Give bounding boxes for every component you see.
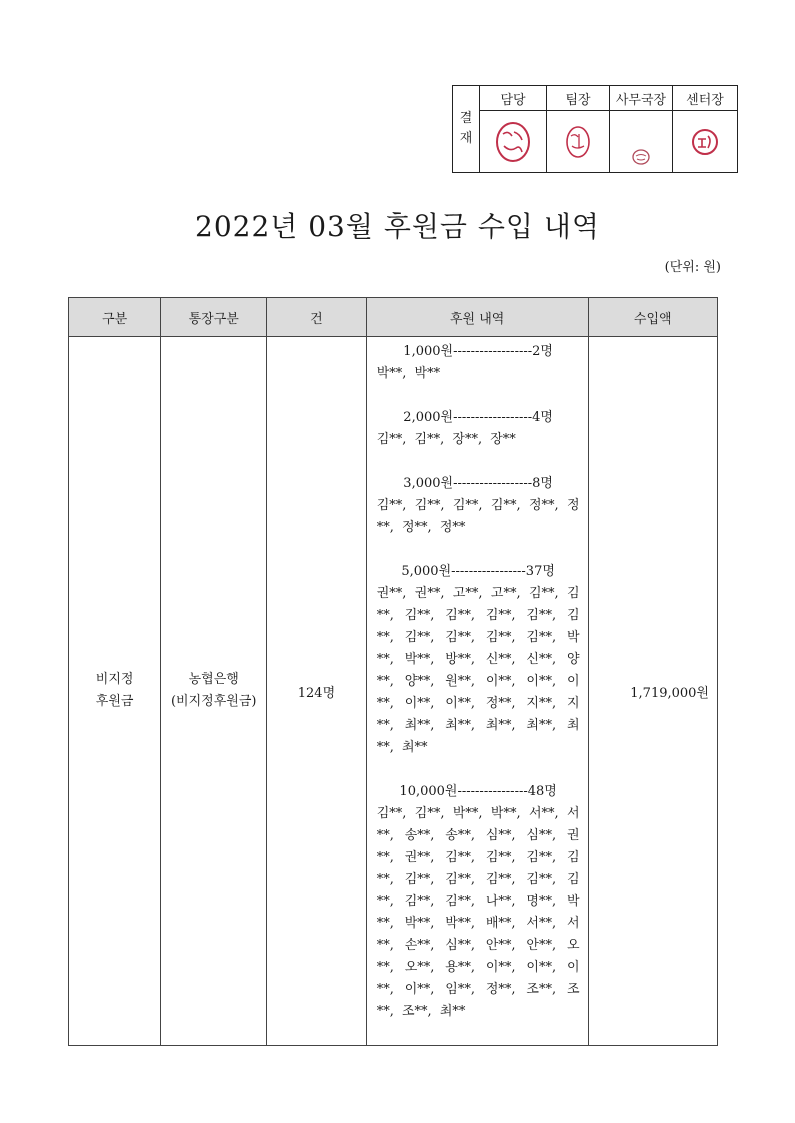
approval-header-secretary-general: 사무국장 xyxy=(610,86,673,111)
seal-stamp-center-director xyxy=(690,127,720,157)
unit-label: (단위: 원) xyxy=(664,260,721,275)
donation-group-2000 xyxy=(377,407,580,451)
donation-table xyxy=(68,297,718,1046)
page-title: 2022년 03월 후원금 수입 내역 xyxy=(195,210,600,243)
approval-side-text: 결 재 xyxy=(459,111,473,146)
approval-seal-cell-center-director xyxy=(673,111,738,173)
cell-amount: 1,719,000원 xyxy=(588,337,717,1046)
approval-side-label xyxy=(453,86,480,173)
approval-seal-cell-secretary-general xyxy=(610,111,673,173)
group-names: 김**, 김**, 장**, 장** xyxy=(376,432,516,447)
header-amount: 수입액 xyxy=(588,298,717,337)
seal-stamp-team-lead xyxy=(564,124,592,160)
seal-stamp-secretary-general xyxy=(631,148,651,166)
group-head: 1,000원------------------2명 xyxy=(403,344,553,359)
category-text: 비지정 후원금 xyxy=(95,672,134,709)
group-head: 10,000원----------------48명 xyxy=(399,784,557,799)
group-names: 김**, 김**, 김**, 김**, 정**, 정**, 정**, 정** xyxy=(376,498,580,535)
group-names: 김**, 김**, 박**, 박**, 서**, 서**, 송**, 송**, 심**, 심**, 권**, 권**, 김**, 김**, 김**, 김**, 김**, 김**, 김**, 김**, 김**, 김**, 김**, 나**, 명**, 박**, 박**, 박**, 배**, 서**, 서**, 손**, 심**, 안**, 안**, 오**, 오**, 용**, 이**, 이**, 이**, 이**, 임**, 정**, 조**, 조**, 조**, 최** xyxy=(376,806,580,1019)
cell-category xyxy=(69,337,161,1046)
approval-header-team-lead: 팀장 xyxy=(547,86,610,111)
header-category: 구분 xyxy=(69,298,161,337)
approval-header-center-director: 센터장 xyxy=(673,86,738,111)
header-details: 후원 내역 xyxy=(366,298,588,337)
approval-seal-cell-team-lead xyxy=(547,111,610,173)
approval-box xyxy=(452,85,738,173)
donation-group-5000 xyxy=(377,561,580,759)
donation-group-3000 xyxy=(377,473,580,539)
donation-group-10000 xyxy=(377,781,580,1023)
group-head: 2,000원------------------4명 xyxy=(403,410,553,425)
cell-count: 124명 xyxy=(267,337,367,1046)
donation-group-1000 xyxy=(377,341,580,385)
group-names: 권**, 권**, 고**, 고**, 김**, 김**, 김**, 김**, 김**, 김**, 김**, 김**, 김**, 김**, 김**, 박**, 박**, 방**, 신**, 신**, 양**, 양**, 원**, 이**, 이**, 이**, 이**, 이**, 정**, 지**, 지**, 최**, 최**, 최**, 최**, 최**, 최** xyxy=(376,586,580,755)
group-names: 박**, 박** xyxy=(376,366,441,381)
approval-header-staff: 담당 xyxy=(480,86,547,111)
group-head: 3,000원------------------8명 xyxy=(403,476,553,491)
approval-seal-cell-staff xyxy=(480,111,547,173)
cell-details xyxy=(366,337,588,1046)
cell-account xyxy=(161,337,267,1046)
group-head: 5,000원-----------------37명 xyxy=(401,564,555,579)
header-account: 통장구분 xyxy=(161,298,267,337)
table-row xyxy=(69,337,718,1046)
seal-stamp-staff xyxy=(493,120,533,164)
table-header-row xyxy=(69,298,718,337)
header-count: 건 xyxy=(267,298,367,337)
account-text: 농협은행 (비지정후원금) xyxy=(170,672,257,709)
